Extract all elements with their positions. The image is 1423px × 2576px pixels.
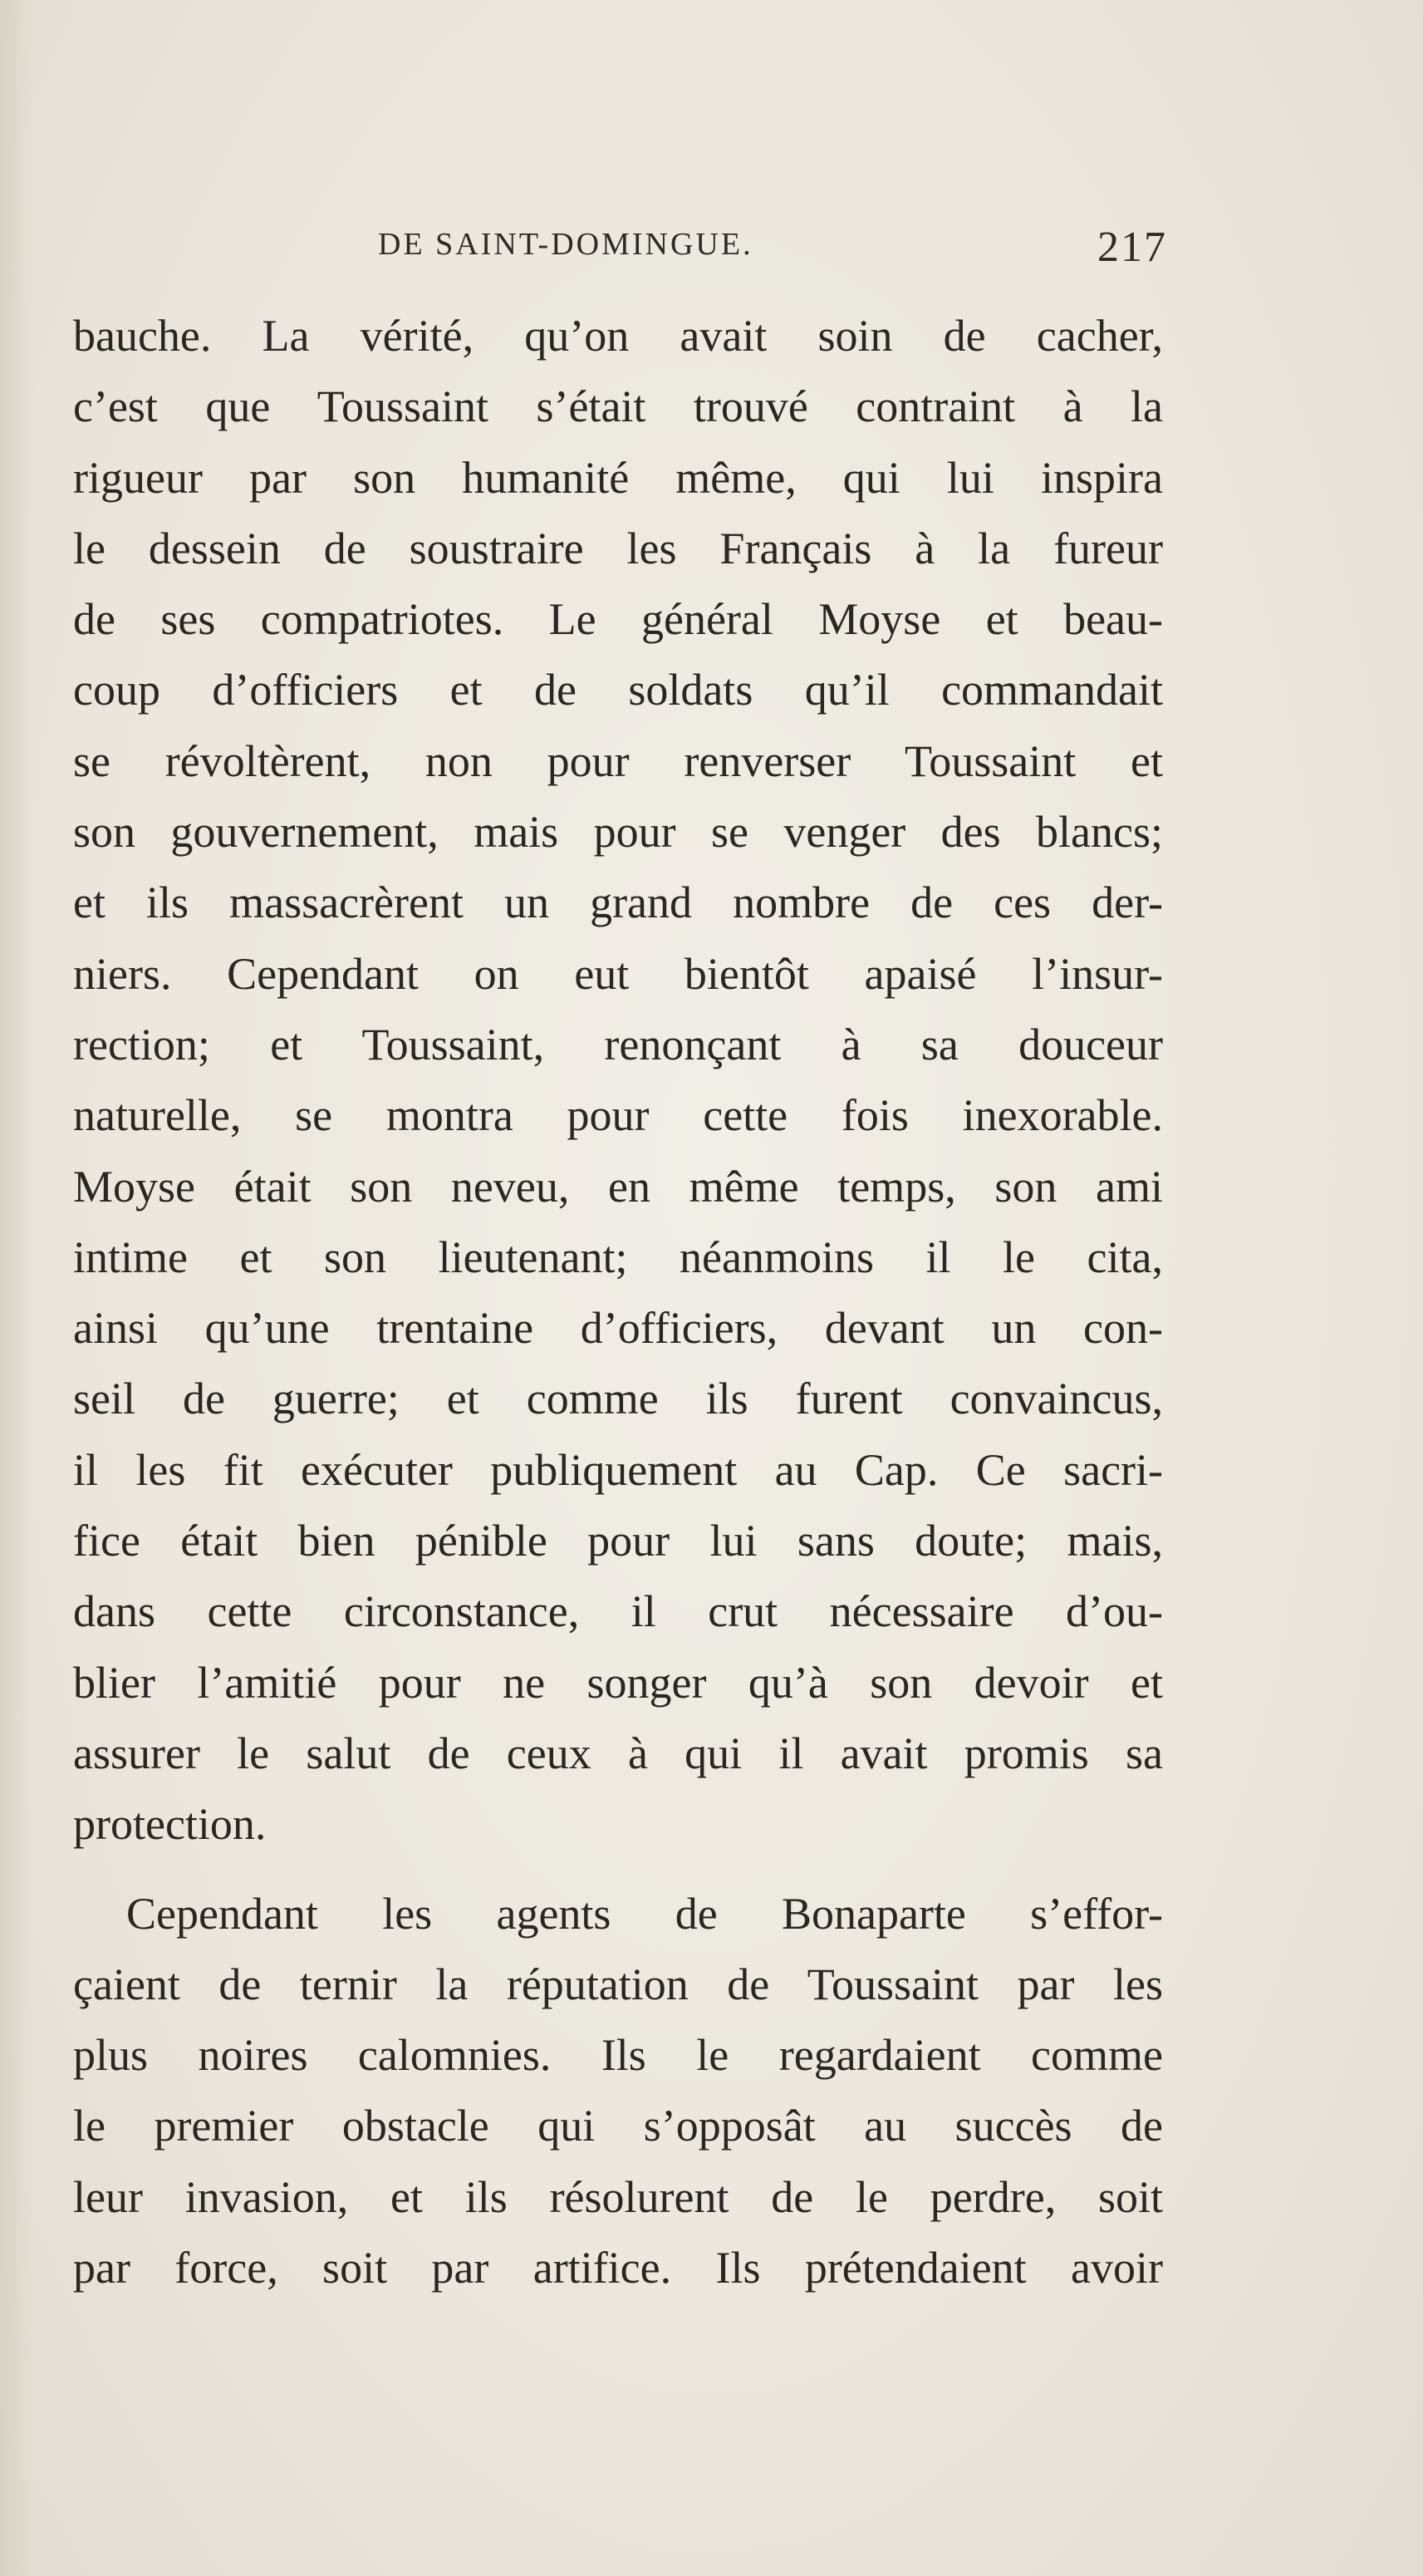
text-line: et ils massacrèrent un grand nombre de ces der- <box>73 878 1163 928</box>
text-line: bauche. La vérité, qu’on avait soin de cacher, <box>73 311 1163 361</box>
text-line: intime et son lieutenant; néanmoins il le cita, <box>73 1231 1163 1282</box>
text-line: Cependant les agents de Bonaparte s’effor- <box>126 1888 1163 1939</box>
text-line: de ses compatriotes. Le général Moyse et beau- <box>73 594 1163 645</box>
text-line: niers. Cependant on eut bientôt apaisé l’insur- <box>73 948 1163 999</box>
body-text <box>73 301 1163 2303</box>
text-line: coup d’officiers et de soldats qu’il commandait <box>73 665 1163 715</box>
running-head <box>378 226 1167 276</box>
text-line: rection; et Toussaint, renonçant à sa douceur <box>73 1019 1163 1069</box>
paragraph-gap <box>73 1861 1163 1879</box>
page-number: 217 <box>1097 224 1167 271</box>
text-line: rigueur par son humanité même, qui lui inspira <box>73 452 1163 503</box>
text-line: naturelle, se montra pour cette fois inexorable. <box>73 1090 1163 1141</box>
text-line: le premier obstacle qui s’opposât au succès de <box>73 2101 1163 2151</box>
text-line: seil de guerre; et comme ils furent convaincus, <box>73 1374 1163 1424</box>
paragraph-1 <box>73 301 1163 1861</box>
text-line: par force, soit par artifice. Ils prétendaient avoir <box>73 2243 1163 2293</box>
running-head-title: DE SAINT-DOMINGUE. <box>378 227 753 262</box>
text-line: leur invasion, et ils résolurent de le perdre, soit <box>73 2171 1163 2222</box>
text-line: protection. <box>73 1799 267 1850</box>
paragraph-2 <box>73 1879 1163 2304</box>
text-line: il les fit exécuter publiquement au Cap. Ce sacri- <box>73 1444 1163 1495</box>
text-line: plus noires calomnies. Ils le regardaient comme <box>73 2030 1163 2081</box>
text-line: blier l’amitié pour ne songer qu’à son devoir et <box>73 1657 1163 1708</box>
text-line: son gouvernement, mais pour se venger des blancs; <box>73 807 1163 858</box>
text-line: assurer le salut de ceux à qui il avait promis sa <box>73 1728 1163 1778</box>
text-line: Moyse était son neveu, en même temps, son ami <box>73 1161 1163 1212</box>
text-line: fice était bien pénible pour lui sans doute; mais, <box>73 1516 1163 1566</box>
text-line: se révoltèrent, non pour renverser Toussaint et <box>73 735 1163 786</box>
text-line: le dessein de soustraire les Français à la fureur <box>73 523 1163 573</box>
text-line: çaient de ternir la réputation de Toussaint par les <box>73 1959 1163 2009</box>
text-line: dans cette circonstance, il crut nécessaire d’ou- <box>73 1586 1163 1637</box>
text-line: c’est que Toussaint s’était trouvé contraint à la <box>73 381 1163 432</box>
page-edge-shadow <box>0 0 33 2576</box>
text-line: ainsi qu’une trentaine d’officiers, devant un con- <box>73 1303 1163 1354</box>
